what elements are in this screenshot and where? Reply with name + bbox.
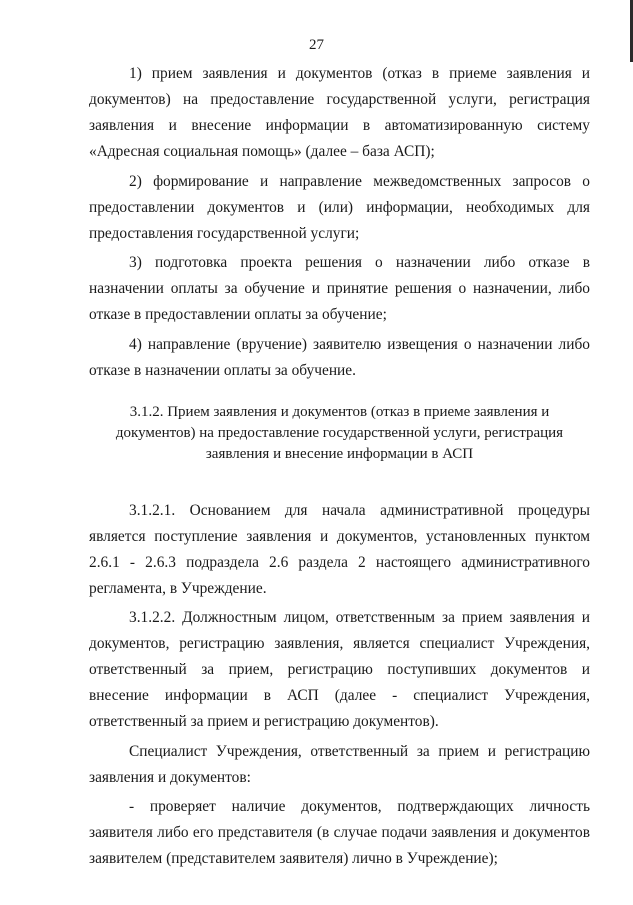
section-heading: 3.1.2. Прием заявления и документов (отказ в приеме заявления и документов) на предоставление государственной услуги, регистрация заявления и внесение информации в АСП — [115, 403, 564, 462]
paragraph-3-1-2-1: 3.1.2.1. Основанием для начала административной процедуры является поступление заявления и документов, установленных пунктом 2.6.1 - 2.6.3 подраздела 2.6 раздела 2 настоящего административного регламента, в Учреждение. — [89, 501, 590, 597]
paragraph-specialist: Специалист Учреждения, ответственный за прием и регистрацию заявления и документов: — [89, 742, 590, 786]
list-item-3: 3) подготовка проекта решения о назначении либо отказе в назначении оплаты за обучение и принятие решения о назначении, либо отказе в предоставлении оплаты за обучение; — [89, 254, 590, 323]
paragraph-checks-documents: - проверяет наличие документов, подтверждающих личность заявителя либо его представителя (в случае подачи заявления и документов заявителем (представителем заявителя) лично в Учреждение); — [89, 798, 590, 867]
list-item-1: 1) прием заявления и документов (отказ в приеме заявления и документов) на предоставление государственной услуги, регистрация заявления и внесение информации в автоматизированную систему «Адресная социальная помощь» (далее – база АСП); — [89, 65, 590, 160]
paragraph-3-1-2-2: 3.1.2.2. Должностным лицом, ответственным за прием заявления и документов, регистрацию заявления, является специалист Учреждения, ответственный за прием, регистрацию поступивших документов и внесение информации в АСП (далее - специалист Учреждения, ответственный за прием и регистрацию документов). — [89, 609, 590, 730]
page-number: 27 — [309, 37, 324, 53]
list-item-4: 4) направление (вручение) заявителю извещения о назначении либо отказе в назначении оплаты за обучение. — [89, 335, 590, 379]
document-body — [89, 61, 590, 876]
list-item-2: 2) формирование и направление межведомственных запросов о предоставлении документов и (или) информации, необходимых для предоставления государственной услуги; — [89, 172, 590, 242]
